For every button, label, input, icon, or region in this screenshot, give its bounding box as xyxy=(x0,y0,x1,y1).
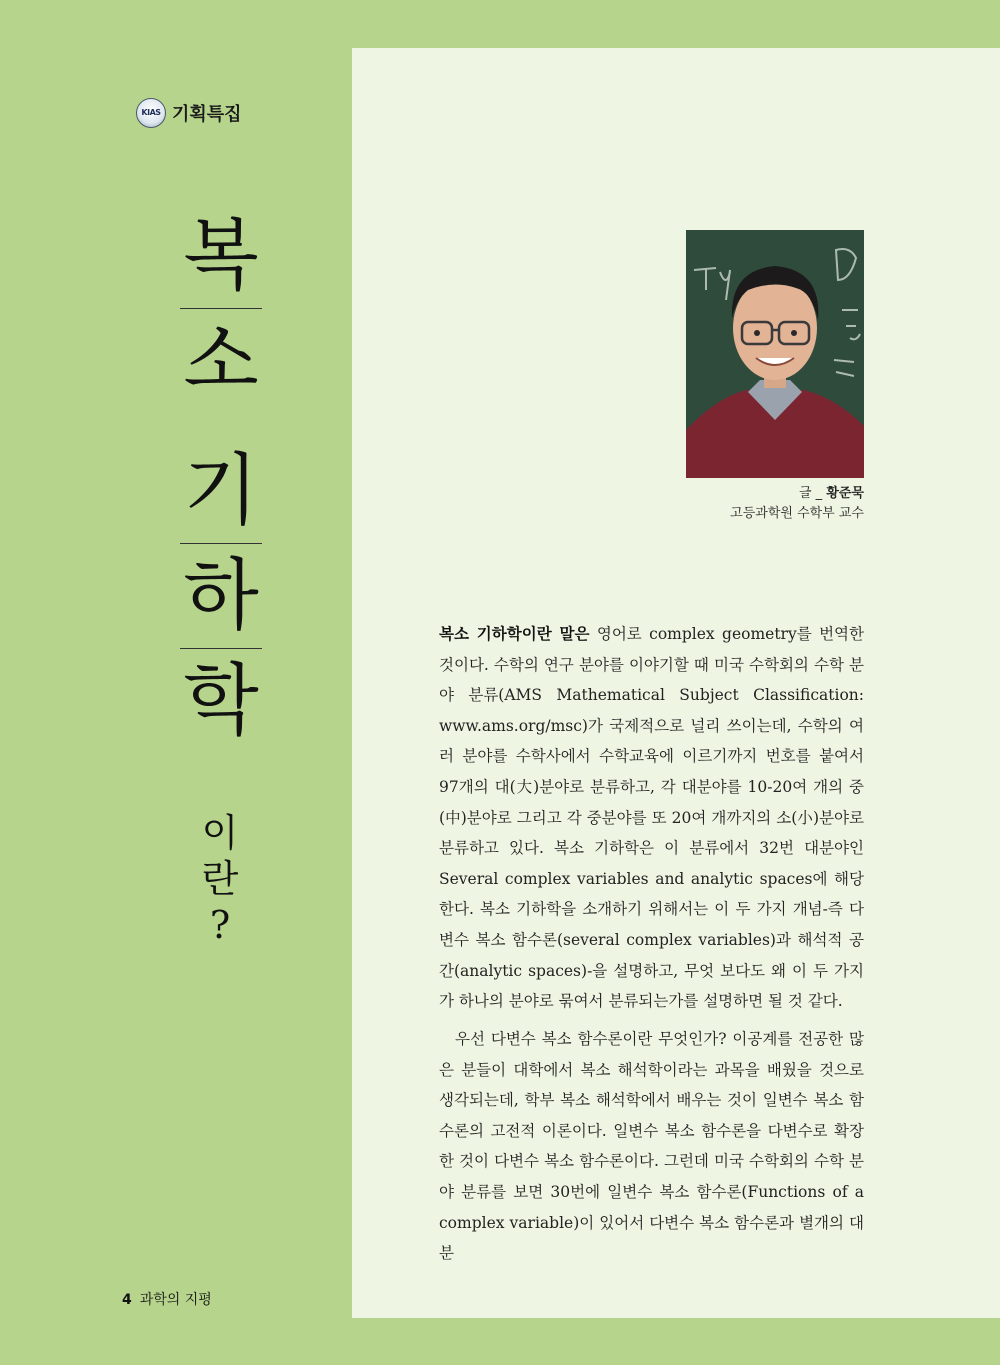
page-number: 4 xyxy=(122,1292,132,1308)
title-divider xyxy=(180,648,262,649)
subtitle-char: ? xyxy=(209,903,231,947)
author-affiliation: 고등과학원 수학부 교수 xyxy=(730,506,864,521)
title-divider xyxy=(180,543,262,544)
vertical-subtitle xyxy=(200,810,240,948)
section-title: 기획특집 xyxy=(172,104,242,125)
author-name: 황준묵 xyxy=(826,486,864,501)
subtitle-char: 란 xyxy=(201,857,239,901)
article-paragraph-2: 우선 다변수 복소 함수론이란 무엇인가? 이공계를 전공한 많은 분들이 대학에서 복소 해석학이라는 과목을 배웠을 것으로 생각되는데, 학부 복소 해석학에서 배우는 것이 일변수 복소 함수론의 고전적 이론이다. 일변수 복소 함수론을 다변수로 확장한 것이 다변수 복소 함수론이다. 그런데 미국 수학회의 수학 분야 분류를 보면 30번에 일변수 복소 함수론(Functions of a complex variable)이 있어서 다변수 복소 함수론과 별개의 대분 xyxy=(439,1030,864,1263)
vertical-title xyxy=(180,210,262,747)
section-label xyxy=(136,98,242,128)
title-divider xyxy=(180,308,262,309)
title-char: 기 xyxy=(183,446,259,536)
paragraph-1-text: 영어로 complex geometry를 번역한 것이다. 수학의 연구 분야를 이야기할 때 미국 수학회의 수학 분야 분류(AMS Mathematical Subject Classification: www.ams.org/msc)가 국제적으로 널리 쓰이는데, 수학의 여러 분야를 수학사에서 수학교육에 이르기까지 번호를 붙여서 97개의 대(大)분야로 분류하고, 각 대분야를 10-20여 개의 중(中)분야로 그리고 각 중분야를 또 20여 개까지의 소(小)분야로 분류하고 있다. 복소 기하학은 이 분류에서 32번 대분야인 Several complex variables and analytic spaces에 해당한다. 복소 기하학을 소개하기 위해서는 이 두 가지 개념-즉 다변수 복소 함수론(several complex variables)과 해석적 공간(analytic spaces)-을 설명하고, 무엇 보다도 왜 이 두 가지가 하나의 분야로 묶여서 분류되는가를 설명하면 될 것 같다. xyxy=(439,625,864,1011)
title-char: 하 xyxy=(183,551,259,641)
magazine-name: 과학의 지평 xyxy=(139,1292,212,1308)
title-char: 복 xyxy=(183,211,259,301)
article-paragraph-1 xyxy=(439,619,864,1017)
subtitle-char: 이 xyxy=(201,811,239,855)
byline-prefix: 글 _ xyxy=(798,486,823,501)
page-footer xyxy=(122,1289,212,1309)
title-char: 소 xyxy=(183,316,259,406)
left-color-band xyxy=(0,0,350,1365)
author-byline xyxy=(730,484,864,524)
kias-logo xyxy=(136,98,166,128)
title-char: 학 xyxy=(183,656,259,746)
author-photo xyxy=(686,230,864,478)
logo-text: KIAS xyxy=(141,108,161,117)
author-portrait-illustration xyxy=(686,230,864,478)
lead-phrase: 복소 기하학이란 말은 xyxy=(439,625,590,643)
